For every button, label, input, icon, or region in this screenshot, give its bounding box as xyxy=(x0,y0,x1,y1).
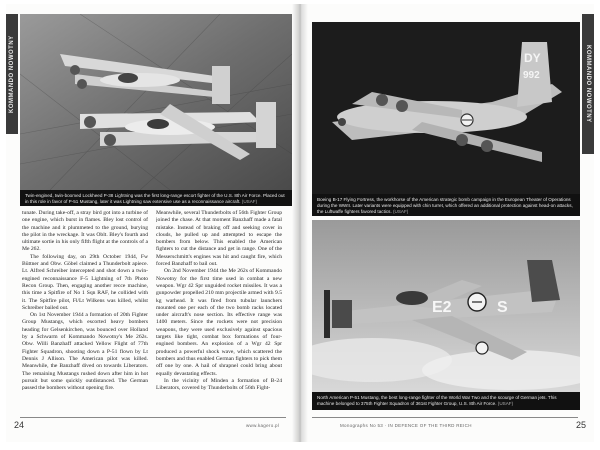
b17-photo-art xyxy=(312,22,580,194)
b17-caption-text: Boeing B-17 Flying Fortress, the workhorse of the American strategic bomb campaign in the European Theater of Operations during the WWII. Later variants were equipped with chin turret, which offered an additional protection against head-on attacks, the Luftwaffe fighters favored tactics. xyxy=(317,197,573,214)
p51-squadron-code: E2 xyxy=(432,299,452,316)
p51-caption-text: North American P-51 Mustang, the best long-range fighter of the World War Two and the scourge of German jets. This machine belonged to 375th Fighter Squadron of 361st Fighter Group, U.S. 8th Air Force. xyxy=(317,395,557,406)
right-page xyxy=(300,4,594,442)
p51-mustang-photo xyxy=(312,220,580,392)
p38-photo-caption xyxy=(20,190,292,206)
left-body-column-2 xyxy=(156,210,282,416)
paragraph: In the vicinity of Minden a formation of B-24 Liberators, covered by Thunderbolts of 56th Fight- xyxy=(156,377,282,392)
p38-photo-art xyxy=(20,14,292,190)
paragraph: On 2nd November 1944 the Me 262s of Kommando Nowotny for the first time used in combat a new weapon. Wgr 42 Spr unguided rocket missiles. It was a gunpowder propelled 210 mm projectile armed with 9.5 kg warhead. It was fired from tubular launchers mounted one per each of the two bomb racks located under aircraft's nose section. Its effective range was 1400 meters. Since the rockets were not precision weapons, they were used exclusively against spacious targets like tight, combat box formations of four-engined bombers. An explosion of a Wgr 42 Spr produced a powerful shock wave, which scattered the bombers and thus enabled German fighters to pick them off one by one. A hail of shrapnel could bring about equally devastating effects. xyxy=(156,268,282,377)
right-footer-rule xyxy=(312,417,578,418)
left-body-column-1 xyxy=(22,210,148,416)
p51-photo-art xyxy=(312,220,580,392)
right-running-footer: Monographs No 53 · IN DEFENCE OF THE THIRD REICH xyxy=(340,423,472,428)
b17-flying-fortress-photo xyxy=(312,22,580,194)
b17-tail-code: DY xyxy=(524,51,541,65)
left-side-tab: KOMMANDO NOWOTNY xyxy=(6,14,18,134)
p38-caption-ref: (USAF) xyxy=(241,199,258,204)
left-page-number: 24 xyxy=(14,420,25,430)
p38-caption-text: Twin-engined, twin-boomed Lockheed P-38 Lightning was the first long-range escort fighter of the U.S. 8th Air Force. Placed out in this role in favor of P-51 Mustang, later it was Lightning saw extensive use as a reconnaissance aircraft. xyxy=(25,193,285,204)
paragraph: The following day, on 29th October 1944, Fw Büttner and Obw. Göbel claimed a Thunderbolt apiece. Lt. Alfred Schreiber intercepted and shot down a twin-engined reconnaissance F-5 Lightning of 7th Photo Recon Group. Then, engaging another recce machine, this time a Spitfire of No 1 Sqn RAF, he collided with it. The Spitfire pilot, Fl/Lt Wilkens was killed, whilst Schreiber bailed out. xyxy=(22,253,148,311)
right-side-tab: KOMMANDO NOWOTNY xyxy=(582,14,594,154)
paragraph: tunate. During take-off, a stray bird got into a turbine of one engine, which burst in flames. Bley lost control of the machine and it plummeted to the ground, burying the pilot in the wreckage. It was Oblt. Bley's fourth and ultimate sortie in his only fifth flight at the controls of a Me 262. xyxy=(22,210,148,253)
p51-aircraft-letter: S xyxy=(497,299,508,316)
p51-photo-caption xyxy=(312,392,580,410)
paragraph: On 1st November 1944 a formation of 20th Fighter Group Mustangs, which escorted heavy bombers heading for Gelsenkirchen, was bounced over Holland by a Schwarm of Kommando Nowotny's Me 262s. Obw. Willi Banzhaff attacked Yellow Flight of 77th Fighter Squadron, shooting down a P-51 flown by Lt Dennis J Allison. The American pilot was killed. Meanwhile, the Banzhaff dived on towards Liberators. The remaining Mustangs rushed down after him in hot pursuit but some quickly outdistanced. The German passed the bombers without opening fire. xyxy=(22,312,148,392)
paragraph: Meanwhile, several Thunderbolts of 56th Fighter Group joined the chase. At that moment Banzhaff made a fatal mistake. Instead of braking off and seeking cover in clouds, he pulled up and attempted to escape the bombers from below. This enabled the American fighters to cut the distance and get in range. One of the Messerschmitt's engines was hit and caught fire, which forced Banzhaff to bail out. xyxy=(156,210,282,268)
magazine-spread xyxy=(6,4,594,442)
left-page xyxy=(6,4,300,442)
p51-caption-ref: (USAF) xyxy=(497,401,514,406)
left-footer-rule xyxy=(20,417,286,418)
left-running-footer: www.kagero.pl xyxy=(246,423,280,428)
b17-serial: 992 xyxy=(523,70,540,81)
p38-lightning-photo xyxy=(20,14,292,190)
b17-caption-ref: (USAF) xyxy=(393,209,409,214)
b17-photo-caption xyxy=(312,194,580,216)
right-page-number: 25 xyxy=(575,420,586,430)
